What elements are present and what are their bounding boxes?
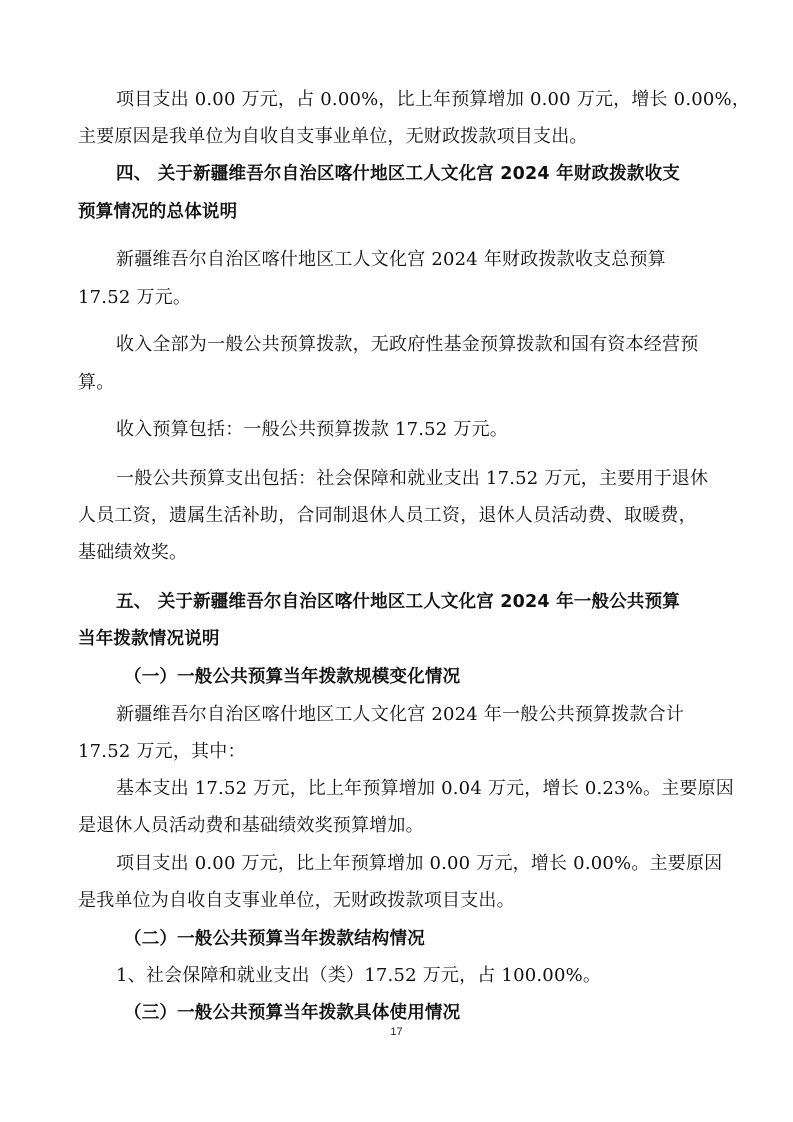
paragraph-line: 主要原因是我单位为自收自支事业单位，无财政拨款项目支出。 — [78, 126, 588, 147]
subsection-heading: （三）一般公共预算当年拨款具体使用情况 — [124, 1003, 461, 1023]
paragraph-line: 算。 — [78, 372, 115, 393]
paragraph-line: 是我单位为自收自支事业单位，无财政拨款项目支出。 — [78, 890, 515, 911]
section-heading: 四、 关于新疆维吾尔自治区喀什地区工人文化宫 2024 年财政拨款收支 — [116, 164, 680, 184]
paragraph-line: 17.52 万元，其中： — [78, 741, 246, 762]
page-number: 17 — [390, 1026, 403, 1038]
section-heading: 预算情况的总体说明 — [78, 202, 238, 222]
paragraph-line: 项目支出 0.00 万元，占 0.00%，比上年预算增加 0.00 万元，增长 0.00%， — [116, 89, 751, 110]
paragraph-line: 基本支出 17.52 万元，比上年预算增加 0.04 万元，增长 0.23%。主要原因 — [116, 778, 734, 799]
paragraph-line: 是退休人员活动费和基础绩效奖预算增加。 — [78, 815, 424, 836]
section-heading: 五、 关于新疆维吾尔自治区喀什地区工人文化宫 2024 年一般公共预算 — [116, 592, 680, 612]
paragraph-line: 一般公共预算支出包括：社会保障和就业支出 17.52 万元，主要用于退休 — [116, 468, 709, 489]
paragraph-line: 人员工资，遗属生活补助，合同制退休人员工资，退休人员活动费、取暖费， — [78, 505, 697, 526]
paragraph-line: 1、社会保障和就业支出（类）17.52 万元，占 100.00%。 — [116, 965, 602, 986]
paragraph-line: 新疆维吾尔自治区喀什地区工人文化宫 2024 年一般公共预算拨款合计 — [116, 704, 685, 725]
paragraph-line: 收入全部为一般公共预算拨款，无政府性基金预算拨款和国有资本经营预 — [116, 334, 699, 355]
paragraph-line: 基础绩效奖。 — [78, 542, 188, 563]
paragraph-line: 17.52 万元。 — [78, 287, 192, 308]
paragraph-line: 项目支出 0.00 万元，比上年预算增加 0.00 万元，增长 0.00%。主要原因 — [116, 853, 723, 874]
paragraph-line: 新疆维吾尔自治区喀什地区工人文化宫 2024 年财政拨款收支总预算 — [116, 249, 666, 270]
subsection-heading: （二）一般公共预算当年拨款结构情况 — [124, 929, 425, 949]
section-heading: 当年拨款情况说明 — [78, 629, 220, 649]
paragraph-line: 收入预算包括：一般公共预算拨款 17.52 万元。 — [116, 419, 508, 440]
subsection-heading: （一）一般公共预算当年拨款规模变化情况 — [124, 667, 461, 687]
